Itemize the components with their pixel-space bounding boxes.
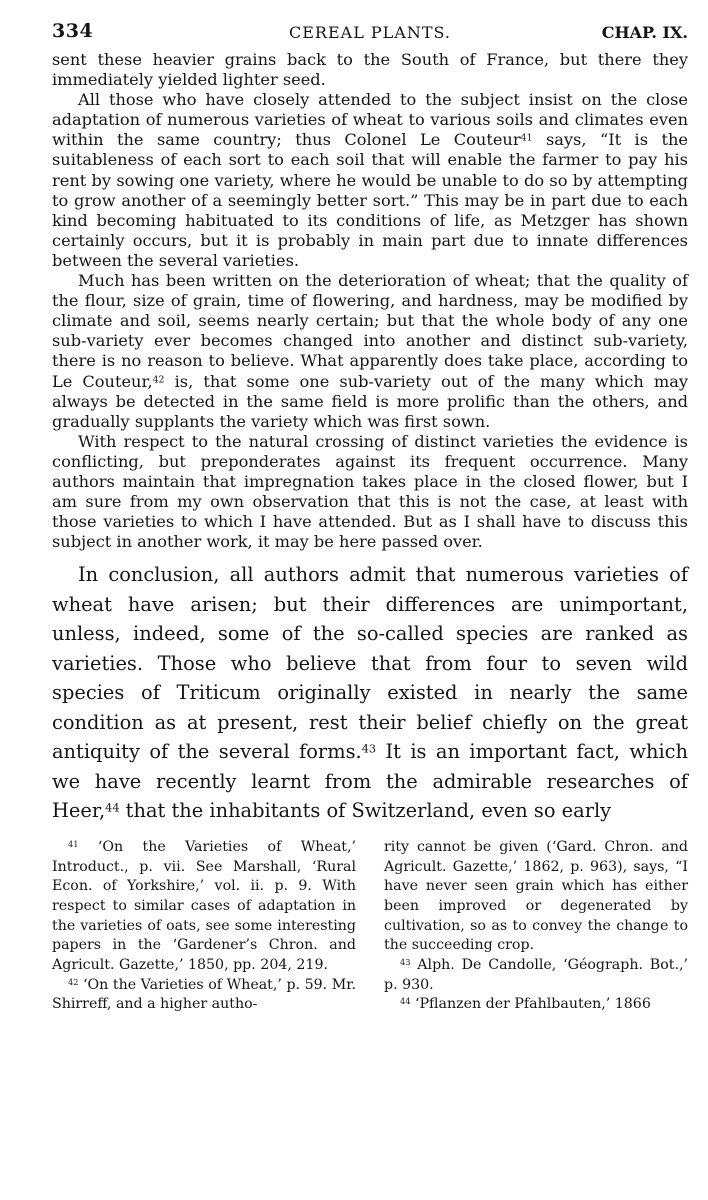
body-text-large <box>52 560 688 826</box>
footnote-reference: 41 <box>520 132 533 144</box>
footnotes-left-column <box>52 838 356 1015</box>
paragraph: sent these heavier grains back to the South of France, but there they immediately yielded lighter seed. <box>52 50 688 90</box>
paragraph: With respect to the natural crossing of distinct varieties the evidence is conflicting, but preponderates against its frequent occurrence. Many authors maintain that impregnation takes place in the closed flower, but I am sure from my own observation that this is not the case, at least with those varieties to which I have attended. But as I shall have to discuss this subject in another work, it may be here passed over. <box>52 431 688 552</box>
paragraph: In conclusion, all authors admit that numerous varieties of wheat have arisen; but their differences are unimportant, unless, indeed, some of the so-called species are ranked as varieties. Those who believe that from four to seven wild species of Triticum originally existed in nearly the same condition as at present, rest their belief chiefly on the great antiquity of the several forms.$^{43}$ It is an important fact, which we have recently learnt from the admirable researches of Heer,$^{44}$ that the inhabitants of Switzerland, even so early <box>52 563 688 823</box>
footnote: $^{43}$ Alph. De Candolle, ‘Géograph. Bot.,’ p. 930. <box>384 956 688 993</box>
footnotes <box>52 838 688 1015</box>
book-page <box>52 20 688 1015</box>
footnote-reference: 43 <box>361 742 377 756</box>
body-text-small <box>52 50 688 552</box>
footnotes-right-column <box>384 838 688 1015</box>
page-number: 334 <box>52 20 94 42</box>
footnote-reference: 44 <box>105 801 120 815</box>
footnote-reference: 41 <box>68 838 79 849</box>
paragraph: Much has been written on the deterioration of wheat; that the quality of the flour, size of grain, time of flowering, and hardness, may be modified by climate and soil, seems nearly certain; but that the whole body of any one sub-variety ever becomes changed into another and distinct sub-variety, there is no reason to believe. What apparently does take place, according to Le Couteur,$^{42}$ is, that some one sub-variety out of the many which may always be detected in the same field is more prolific than the others, and gradually supplants the variety which was first sown. <box>52 271 688 431</box>
footnote-reference: 43 <box>400 956 411 967</box>
footnote-reference: 42 <box>68 976 79 987</box>
footnote: $^{41}$ ‘On the Varieties of Wheat,’ Introduct., p. vii. See Marshall, ‘Rural Econ. of Yorkshire,’ vol. ii. p. 9. With respect to similar cases of adaptation in the varieties of oats, see some interesting papers in the ‘Gardener’s Chron. and Agricult. Gazette,’ 1850, pp. 204, 219. <box>52 838 356 974</box>
footnote-reference: 44 <box>400 996 411 1007</box>
footnote-continuation: rity cannot be given (‘Gard. Chron. and Agricult. Gazette,’ 1862, p. 963), says, “I have never seen grain which has either been improved or degenerated by cultivation, so as to convey the change to the succeeding crop. <box>384 838 688 954</box>
paragraph: All those who have closely attended to the subject insist on the close adaptation of numerous varieties of wheat to various soils and climates even within the same country; thus Colonel Le Couteur$^{41}$ says, “It is the suitableness of each sort to each soil that will enable the farmer to pay his rent by sowing one variety, where he would be unable to do so by attempting to grow another of a seemingly better sort.” This may be in part due to each kind becoming habituated to its conditions of life, as Metzger has shown certainly occurs, but it is probably in main part due to innate differences between the several varieties. <box>52 90 688 270</box>
running-header <box>52 20 688 50</box>
footnote-reference: 42 <box>152 373 165 385</box>
chapter-reference: CHAP. IX. <box>601 23 688 42</box>
footnote: $^{42}$ ‘On the Varieties of Wheat,’ p. 59. Mr. Shirreff, and a higher autho- <box>52 976 356 1013</box>
footnote: $^{44}$ ‘Pflanzen der Pfahlbauten,’ 1866 <box>400 996 651 1013</box>
running-title: CEREAL PLANTS. <box>288 23 451 42</box>
